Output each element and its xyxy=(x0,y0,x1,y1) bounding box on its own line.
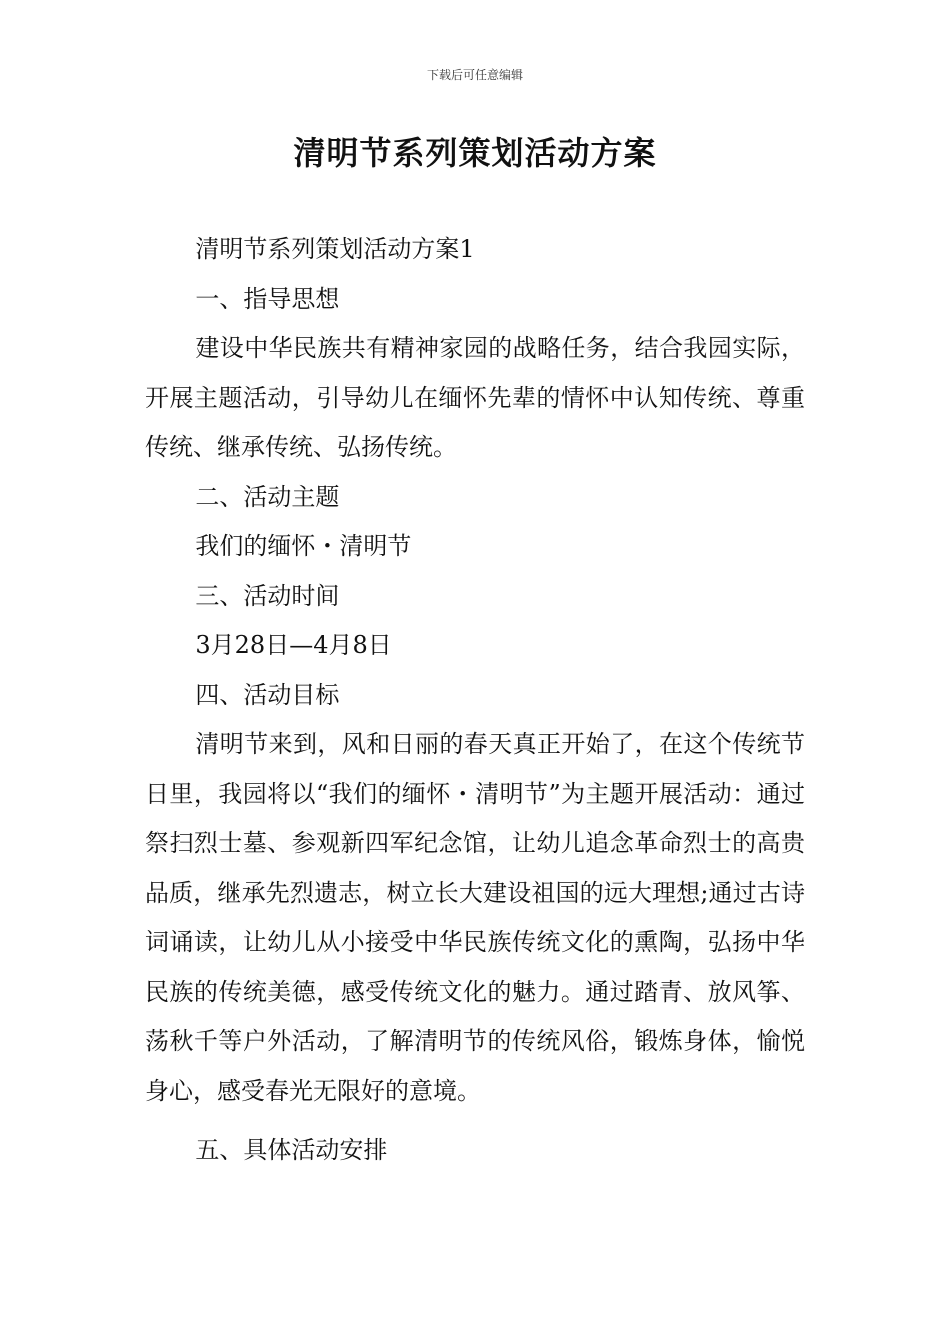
header-note: 下载后可任意编辑 xyxy=(426,68,523,82)
document-title: 清明节系列策划活动方案 xyxy=(293,134,657,172)
paragraph-activity-theme: 我们的缅怀・清明节 xyxy=(195,532,412,560)
section-subtitle: 清明节系列策划活动方案1 xyxy=(195,235,475,263)
heading-guiding-ideology: 一、指导思想 xyxy=(195,284,340,313)
heading-activity-time: 三、活动时间 xyxy=(195,581,340,610)
paragraph-guiding-ideology: 建设中华民族共有精神家园的战略任务，结合我园实际，开展主题活动，引导幼儿在缅怀先辈的情怀中认知传统、尊重传统、继承传统、弘扬传统。 xyxy=(145,334,805,461)
heading-activity-arrangement: 五、具体活动安排 xyxy=(195,1136,388,1164)
document-body xyxy=(145,225,805,1176)
paragraph-activity-time: 3月28日—4月8日 xyxy=(195,631,392,659)
heading-activity-theme: 二、活动主题 xyxy=(195,482,340,511)
heading-activity-goals: 四、活动目标 xyxy=(195,680,340,709)
paragraph-activity-goals: 清明节来到，风和日丽的春天真正开始了，在这个传统节日里，我园将以“我们的缅怀・清明节”为主题开展活动：通过祭扫烈士墓、参观新四军纪念馆，让幼儿追念革命烈士的高贵品质，继承先烈遗志，树立长大建设祖国的远大理想;通过古诗词诵读，让幼儿从小接受中华民族传统文化的熏陶，弘扬中华民族的传统美德，感受传统文化的魅力。通过踏青、放风筝、荡秋千等户外活动，了解清明节的传统风俗，锻炼身体，愉悦身心，感受春光无限好的意境。 xyxy=(145,730,805,1105)
